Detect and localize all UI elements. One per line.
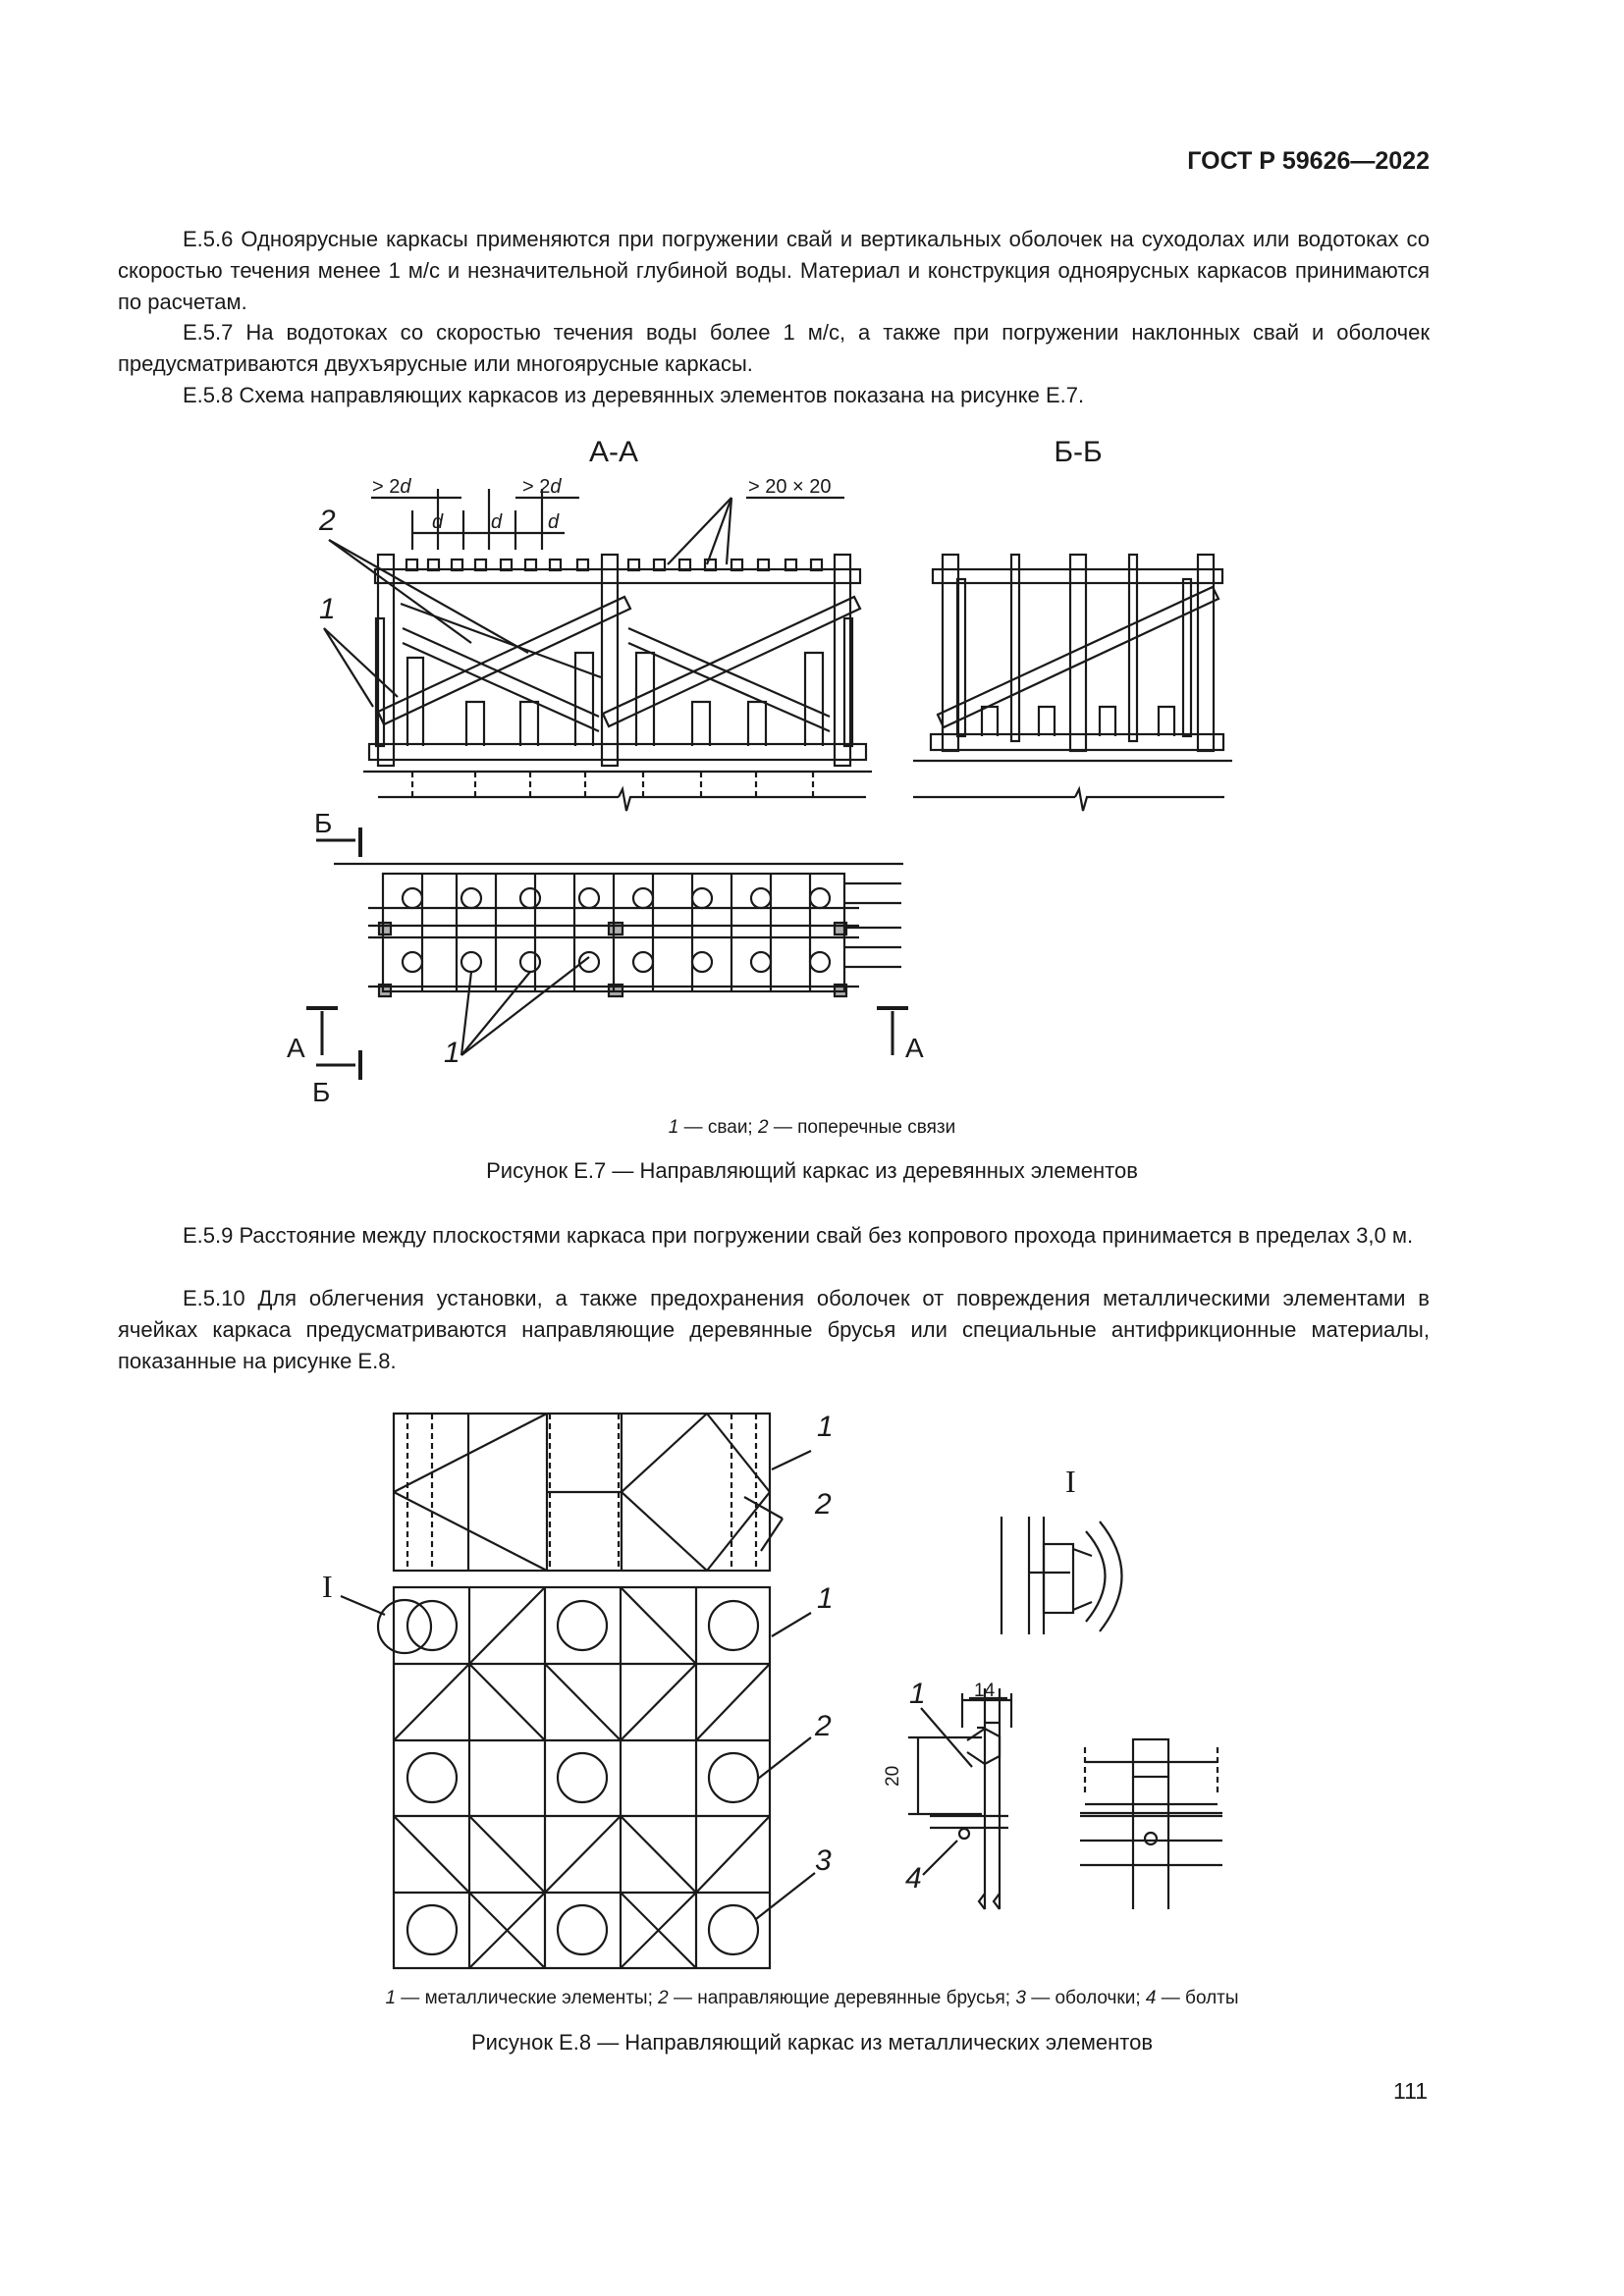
figure-e8-caption: Рисунок Е.8 — Направляющий каркас из металлических элементов: [470, 2030, 1154, 2055]
callout-1-top: 1: [817, 1411, 834, 1443]
section-bb-label: Б-Б: [1054, 436, 1103, 468]
dim-2d-right: > 2d: [522, 476, 562, 498]
dim-20: 20: [883, 1765, 903, 1787]
callout-4-section: 4: [905, 1862, 922, 1895]
figure-e7-legend: 1 — сваи; 2 — поперечные связи: [668, 1117, 956, 1138]
callout-1-section: 1: [909, 1678, 926, 1710]
paragraph-e-5-10: Е.5.10 Для облегчения установки, а также предохранения оболочек от повреждения металлическими элементами в ячейках каркаса предусматриваются направляющие деревянные брусья или специальные антифрикционные материалы, показанные на рисунке Е.8.: [118, 1286, 1430, 1373]
dim-d-2: d: [491, 511, 503, 533]
figure-e7-caption: Рисунок Е.7 — Направляющий каркас из деревянных элементов: [486, 1158, 1138, 1183]
document-id: ГОСТ Р 59626—2022: [1187, 147, 1430, 175]
detail-i-label: I: [1065, 1464, 1076, 1499]
section-aa-label: А-А: [588, 436, 639, 468]
callout-1: 1: [319, 593, 336, 625]
paragraph-e-5-7: Е.5.7 На водотоках со скоростью течения воды более 1 м/с, а также при погружении наклонных свай и оболочек предусматриваются двухъярусные или многоярусные каркасы.: [118, 320, 1430, 376]
dim-2d-left: > 2d: [372, 476, 411, 498]
callout-1-plan: 1: [444, 1037, 460, 1069]
dim-14: 14: [974, 1681, 996, 1701]
callout-1-plan: 1: [817, 1582, 834, 1615]
page-number: 111: [1393, 2078, 1428, 2104]
figure-e8-legend: 1 — металлические элементы; 2 — направляющие деревянные брусья; 3 — оболочки; 4 — болты: [385, 1988, 1239, 2008]
detail-i-marker: I: [322, 1569, 333, 1604]
paragraph-e-5-6: Е.5.6 Одноярусные каркасы применяются при погружении свай и вертикальных оболочек на суходолах или водотоках со скоростью течения менее 1 м/с и незначительной глубиной воды. Материал и конструкция одноярусных каркасов принимаются по расчетам.: [118, 227, 1430, 314]
callout-3-plan: 3: [815, 1844, 832, 1877]
figure-e8-drawing: [0, 1394, 1624, 2002]
dim-20x20: > 20 × 20: [748, 476, 832, 498]
figure-e7-drawing: [0, 422, 1624, 1109]
paragraph-e-5-8: Е.5.8 Схема направляющих каркасов из деревянных элементов показана на рисунке Е.7.: [183, 383, 1085, 407]
section-mark-b-top: Б: [314, 808, 333, 838]
callout-2-plan: 2: [815, 1710, 832, 1742]
section-mark-a-left: А: [287, 1033, 305, 1063]
dim-d-1: d: [432, 511, 444, 533]
paragraph-e-5-9: Е.5.9 Расстояние между плоскостями каркаса при погружении свай без копрового прохода принимается в пределах 3,0 м.: [183, 1223, 1414, 1248]
callout-2: 2: [319, 505, 336, 537]
callout-2-top: 2: [815, 1488, 832, 1521]
section-mark-a-right: А: [905, 1033, 924, 1063]
section-mark-b-bottom: Б: [312, 1077, 331, 1107]
dim-d-3: d: [548, 511, 560, 533]
